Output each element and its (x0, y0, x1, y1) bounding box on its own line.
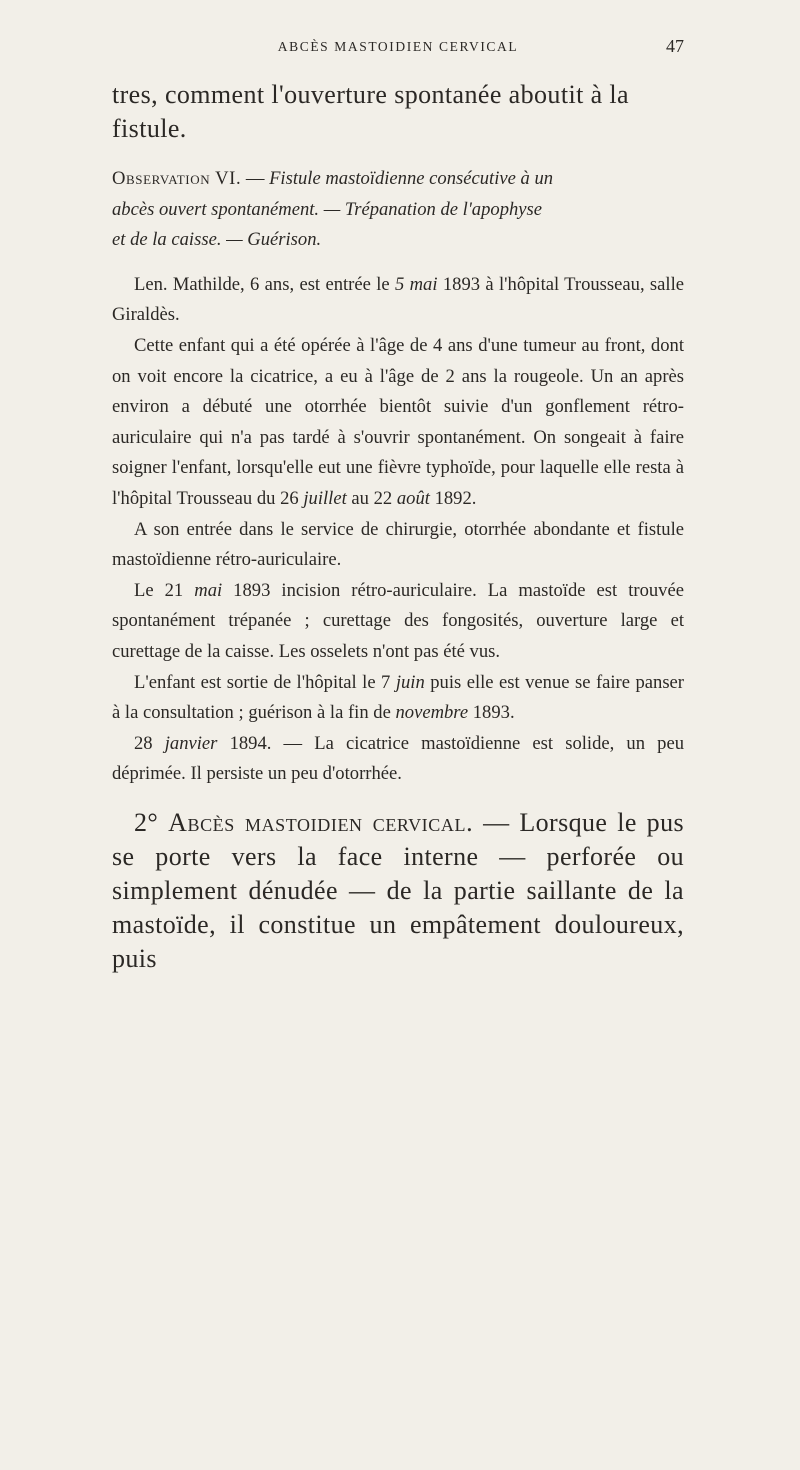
case-p4-text-b: 1893 incision rétro-auriculaire. La mastoïde est trouvée spontanément trépanée ; curettage des fongosités, ouverture large et curettage de la caisse. Les osselets n'ont pas été vus. (112, 579, 684, 662)
running-title: ABCÈS MASTOIDIEN CERVICAL (277, 39, 519, 54)
case-p2-date-1: juillet (303, 487, 347, 509)
case-p5-date-2: novembre (395, 702, 469, 724)
section-heading: Abcès mastoidien cervical. (168, 807, 474, 837)
case-paragraph-1 (112, 270, 684, 331)
case-p2-text-b: au 22 (346, 487, 397, 509)
case-p5-text-b: puis elle est venue se faire panser à la consultation ; guérison à la fin de (112, 671, 684, 724)
case-p5-text-a: L'enfant est sortie de l'hôpital le 7 (134, 671, 396, 693)
section-number: 2° (134, 807, 159, 837)
case-p4-text-a: Le 21 (134, 579, 195, 601)
case-p2-date-2: août (396, 487, 430, 509)
section-text: — Lorsque le pus se porte vers la face interne — perforée ou simplement dénudée — de la partie saillante de la mastoïde, il constitue un empâtement douloureux, puis (112, 807, 684, 973)
observation-title-line-1: Fistule mastoïdienne consécutive à un (269, 168, 554, 189)
case-p4-date: mai (194, 579, 223, 601)
case-p1-text-b: 1893 à l'hôpital Trousseau, salle Giraldès. (112, 273, 685, 326)
intro-paragraph (112, 78, 684, 146)
body-text (112, 78, 684, 976)
case-p5-date-1: juin (395, 671, 425, 693)
observation-label: Observation VI. (112, 168, 242, 189)
case-p2-text-c: 1892. (429, 487, 477, 509)
case-p6-date: janvier (164, 732, 218, 754)
page-number: 47 (666, 36, 684, 56)
observation-heading (112, 164, 684, 256)
case-p1-date: 5 mai (394, 273, 438, 295)
observation-title-line-2: abcès ouvert spontanément. — Trépanation de l'apophyse (112, 198, 543, 220)
observation-dash: — (241, 168, 270, 189)
case-report (112, 270, 684, 790)
case-p2-text-a: Cette enfant qui a été opérée à l'âge de 4 ans d'une tumeur au front, dont on voit encore la cicatrice, a eu à l'âge de 2 ans la rougeole. Un an après environ a débuté une otorrhée bientôt suivie d'un gonflement rétro-auriculaire qui n'a pas tardé à s'ouvrir spontanément. On songeait à faire soigner l'enfant, lorsqu'elle eut une fièvre typhoïde, pour laquelle elle resta à l'hôpital Trousseau du 26 (112, 334, 684, 509)
case-p6-text-a: 28 (134, 732, 165, 754)
case-p6-text-b: 1894. — La cicatrice mastoïdienne est solide, un peu déprimée. Il persiste un peu d'otorrhée. (112, 732, 684, 785)
case-p5-text-c: 1893. (468, 702, 515, 724)
case-paragraph-2 (112, 331, 684, 515)
case-p1-text-a: Len. Mathilde, 6 ans, est entrée le (134, 273, 395, 295)
case-paragraph-3: A son entrée dans le service de chirurgie, otorrhée abondante et fistule mastoïdienne rétro-auriculaire. (112, 518, 684, 571)
case-paragraph-4 (112, 576, 684, 668)
case-paragraph-6 (112, 729, 684, 790)
intro-line-1: tres, comment l'ouverture spontanée aboutit à la (112, 80, 629, 109)
running-head (112, 36, 684, 60)
observation-title-line-3: et de la caisse. — Guérison. (112, 229, 322, 251)
intro-line-2: fistule. (112, 114, 187, 143)
section-2-paragraph (112, 806, 684, 976)
case-paragraph-5 (112, 668, 684, 729)
